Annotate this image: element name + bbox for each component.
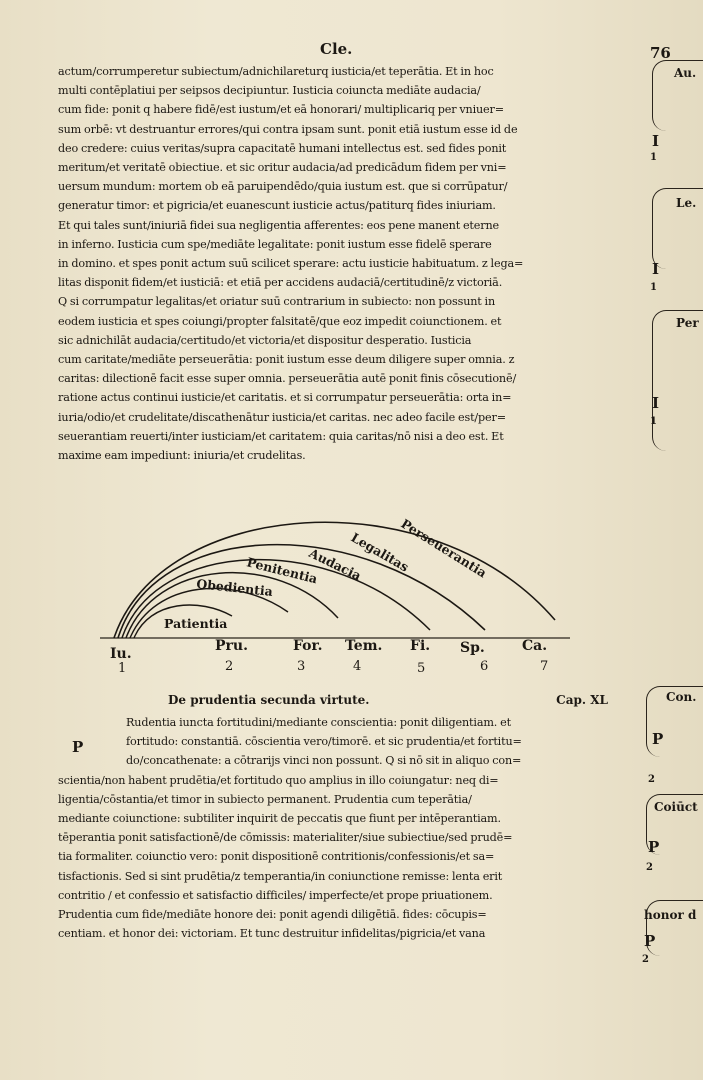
text-line: tisfactionis. Sed si sint prudētia/z temperantia/in coniunctione remisse: lenta erit: [58, 869, 503, 883]
text-line: caritas: dilectionē facit esse super omnia. perseuerātia autē ponit finis cōsecutionē/: [58, 372, 517, 386]
margin-note: honor d: [644, 908, 697, 922]
margin-note: Au.: [674, 66, 697, 80]
margin-note: 1: [650, 152, 657, 163]
axis-label: Sp.: [460, 640, 485, 656]
text-line: mediante coiunctione: subtiliter inquirit de peccatis que fiunt per intēperantiam.: [58, 812, 501, 826]
axis-number: 2: [225, 659, 234, 674]
margin-note: Le.: [676, 196, 697, 210]
margin-note: 2: [648, 774, 655, 785]
virtues-arc-diagram: [100, 480, 570, 680]
text-line: cum caritate/mediāte perseuerātia: ponit iustum esse deum diligere super omnia. z: [58, 353, 515, 367]
text-line: deo credere: cuius veritas/supra capacitatē humani intellectus est. sed fides ponit: [58, 141, 507, 155]
text-line: in inferno. Iusticia cum spe/mediāte legalitate: ponit iustum esse fidelē sperare: [58, 237, 492, 251]
text-line: meritum/et veritatē obiectiue. et sic oritur audacia/ad predicādum fidem per vni=: [58, 161, 507, 175]
margin-note: P: [644, 932, 656, 950]
text-line: centiam. et honor dei: victoriam. Et tunc destruitur infidelitas/pigricia/et vana: [58, 927, 486, 941]
margin-note: I: [652, 394, 660, 412]
margin-note: Con.: [666, 690, 697, 704]
axis-label: Pru.: [215, 638, 248, 654]
text-line: generatur timor: et pigricia/et euanescunt iusticie actus/patiturq fides iniuriam.: [58, 199, 496, 213]
axis-number: 3: [297, 659, 306, 674]
arc-label-perseuerantia: Perseuerantia: [398, 515, 490, 581]
chapter-heading: [168, 693, 608, 707]
text-line: contritio / et confessio et satisfactio difficiles/ imperfecte/et prope priuationem.: [58, 888, 493, 902]
chapter-title: De prudentia secunda virtute.: [168, 693, 370, 707]
axis-number: 1: [118, 661, 127, 676]
text-line: seuerantiam reuerti/inter iusticiam/et caritatem: quia caritas/nō nisi a deo est. Et: [58, 429, 504, 443]
text-line: tia formaliter. coiunctio vero: ponit dispositionē contritionis/confessionis/et sa=: [58, 850, 495, 864]
margin-note: P: [648, 838, 660, 856]
text-line: tēperantia ponit satisfactionē/de cōmissis: materialiter/siue subiectiue/sed prudē=: [58, 831, 513, 845]
margin-note: 1: [650, 416, 657, 427]
margin-note: 2: [646, 862, 653, 873]
text-line: Et qui tales sunt/iniuriā fidei sua negligentia afferentes: eos pene manent eterne: [58, 218, 499, 232]
arc-label-audacia: Audacia: [306, 545, 364, 584]
axis-label: For.: [293, 638, 323, 654]
margin-note: Coiūct: [654, 800, 698, 814]
text-line: litas disponit fidem/et iusticiā: et etiā per accidens audaciā/certitudinē/z victoriā.: [58, 276, 503, 290]
text-line: actum/corrumperetur subiectum/adnichilareturq iusticia/et teperātia. Et in hoc: [58, 65, 494, 78]
text-line: fortitudo: constantiā. cōscientia vero/timorē. et sic prudentia/et fortitu=: [126, 735, 522, 749]
axis-number: 7: [540, 659, 549, 674]
axis-label: Ca.: [522, 638, 548, 654]
text-line: in domino. et spes ponit actum suū scilicet sperare: actu iusticie habituatum. z lega=: [58, 257, 524, 271]
paragraph-prudentia: [58, 713, 640, 943]
text-line: iuria/odio/et crudelitate/discathenātur iusticia/et caritas. nec adeo facile est/per=: [58, 410, 506, 424]
margin-note: I: [652, 132, 660, 150]
margin-note: Per: [676, 316, 699, 330]
margin-note: I: [652, 260, 660, 278]
initial-letter: P: [72, 738, 84, 756]
arc-label-obedientia: Obedientia: [195, 576, 274, 600]
text-line: do/concathenate: a cōtrarijs vinci non possunt. Q si nō sit in aliquo con=: [126, 754, 522, 768]
text-line: multi contēplatiui per seipsos decipiuntur. Iusticia coiuncta mediāte audacia/: [58, 84, 481, 98]
axis-label: Tem.: [345, 638, 383, 654]
margin-note: P: [652, 730, 664, 748]
arc-label-legalitas: Legalitas: [348, 529, 412, 575]
text-line: ligentia/cōstantia/et timor in subiecto permanent. Prudentia cum teperātia/: [58, 792, 472, 806]
axis-label: Fi.: [410, 638, 431, 654]
text-line: sum orbē: vt destruantur errores/qui contra ipsam sunt. ponit etiā iustum esse id de: [58, 122, 518, 136]
running-head: Cle.: [320, 40, 353, 58]
text-line: uersum mundum: mortem ob eā paruipendēdo/quia iustum est. que si corrūpatur/: [58, 180, 508, 194]
axis-number: 6: [480, 659, 489, 674]
text-line: Q si corrumpatur legalitas/et oriatur suū contrarium in subiecto: non possunt in: [58, 295, 496, 309]
text-line: scientia/non habent prudētia/et fortitudo quo amplius in illo coiungatur: neq di=: [58, 773, 499, 787]
paragraph-iusticia: [58, 62, 640, 465]
text-line: cum fide: ponit q habere fidē/est iustum/et eā honorari/ multiplicariq per vniuer=: [58, 103, 504, 117]
arc-label-penitentia: Penitentia: [245, 554, 320, 587]
margin-note: 1: [650, 282, 657, 293]
text-line: Prudentia cum fide/mediāte honore dei: ponit agendi diligētiā. fides: cōcupis=: [58, 908, 487, 922]
arc-label-patientia: Patientia: [164, 616, 228, 631]
margin-note: 2: [642, 954, 649, 965]
text-line: sic adnichilāt audacia/certitudo/et victoria/et dispositur desperatio. Iusticia: [58, 333, 472, 347]
text-line: eodem iusticia et spes coiungi/propter falsitatē/que eoz impedit coiunctionem. et: [58, 314, 502, 328]
text-line: ratione actus continui iusticie/et caritatis. et si corrumpatur perseuerātia: orta in=: [58, 391, 512, 405]
text-line: maxime eam impediunt: iniuria/et crudelitas.: [58, 449, 306, 463]
axis-number: 5: [417, 661, 426, 676]
axis-label: Iu.: [110, 646, 132, 662]
axis-number: 4: [353, 659, 362, 674]
folio-number: 76: [650, 44, 671, 62]
text-line: Rudentia iuncta fortitudini/mediante conscientia: ponit diligentiam. et: [126, 716, 511, 729]
margin-bracket: [652, 310, 703, 451]
chapter-number: Cap. XL: [556, 693, 608, 707]
